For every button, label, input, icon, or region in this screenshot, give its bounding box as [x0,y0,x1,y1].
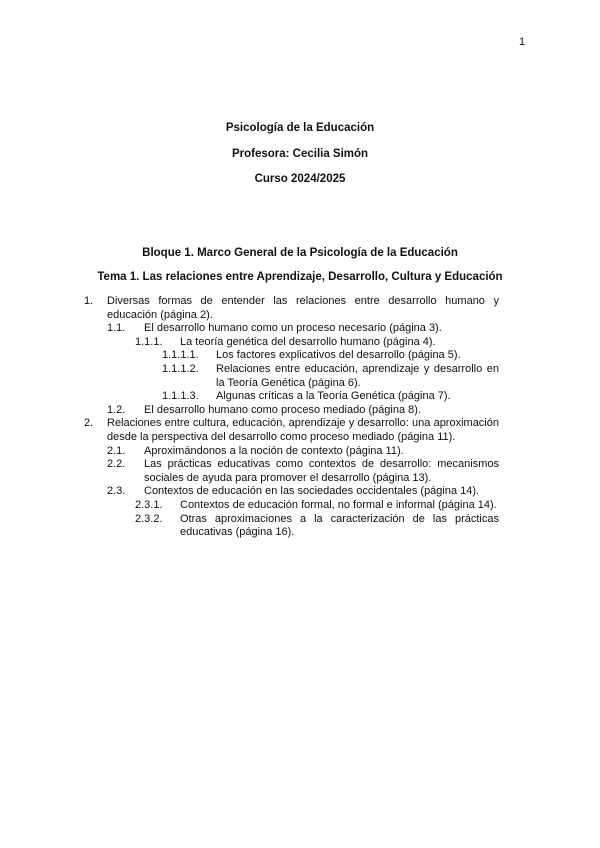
toc-entry-1-2 [0,404,600,418]
toc-entry-1-1-1-2 [0,363,600,390]
toc-text: Otras aproximaciones a la caracterización de las prácticas educativas (página 16). [180,512,499,539]
toc-number: 2.3.2. [135,512,163,525]
toc-text: Relaciones entre educación, aprendizaje y desarrollo en la Teoría Genética (página 6). [216,362,499,389]
toc-entry-1-1-1-3 [0,390,600,404]
toc-text: Diversas formas de entender las relaciones entre desarrollo humano y educación (página 2). [107,295,499,321]
toc-entry-2 [0,417,600,444]
toc-text: La teoría genética del desarrollo humano (página 4). [180,335,436,348]
page-number: 1 [519,36,526,48]
toc-entry-2-2 [0,458,600,485]
toc-number: 2.3. [107,485,126,498]
course-year: Curso 2024/2025 [254,173,346,185]
toc-text: El desarrollo humano como un proceso necesario (página 3). [144,322,442,335]
table-of-contents [0,295,600,540]
toc-number: 1. [84,295,94,307]
toc-entry-2-3-1 [0,499,600,513]
toc-text: Algunas críticas a la Teoría Genética (página 7). [216,390,451,403]
toc-number: 2. [84,417,94,430]
toc-entry-1-1 [0,322,600,336]
toc-entry-1 [0,295,600,322]
toc-text: Contextos de educación en las sociedades occidentales (página 14). [144,485,480,498]
toc-entry-1-1-1 [0,336,600,350]
toc-text: El desarrollo humano como proceso mediado (página 8). [144,403,421,416]
toc-number: 1.1.1.2. [162,362,199,375]
toc-number: 2.1. [107,444,126,457]
toc-entry-2-3 [0,485,600,499]
block-title: Bloque 1. Marco General de la Psicología de la Educación [142,247,458,259]
course-title: Psicología de la Educación [225,122,375,134]
toc-entry-1-1-1-1 [0,349,600,363]
toc-text: Las prácticas educativas como contextos de desarrollo: mecanismos sociales de ayuda para promover el desarrollo (página 13). [144,458,499,484]
toc-entry-2-3-2 [0,513,600,540]
toc-number: 1.1.1. [135,335,163,348]
toc-entry-2-1 [0,445,600,459]
toc-text: Contextos de educación formal, no formal e informal (página 14). [180,498,497,511]
professor-line: Profesora: Cecilia Simón [231,148,369,160]
toc-number: 1.1. [107,322,126,335]
topic-title: Tema 1. Las relaciones entre Aprendizaje, Desarrollo, Cultura y Educación [97,271,503,283]
toc-number: 2.3.1. [135,498,163,511]
toc-text: Los factores explicativos del desarrollo (página 5). [216,349,461,362]
toc-number: 1.1.1.3. [162,390,199,403]
toc-number: 1.1.1.1. [162,349,199,362]
toc-number: 1.2. [107,403,126,416]
toc-number: 2.2. [107,458,126,471]
toc-text: Aproximándonos a la noción de contexto (página 11). [144,444,404,457]
toc-text: Relaciones entre cultura, educación, aprendizaje y desarrollo: una aproximación desde la perspectiva del desarrollo como proceso mediado (página 11). [107,417,499,443]
